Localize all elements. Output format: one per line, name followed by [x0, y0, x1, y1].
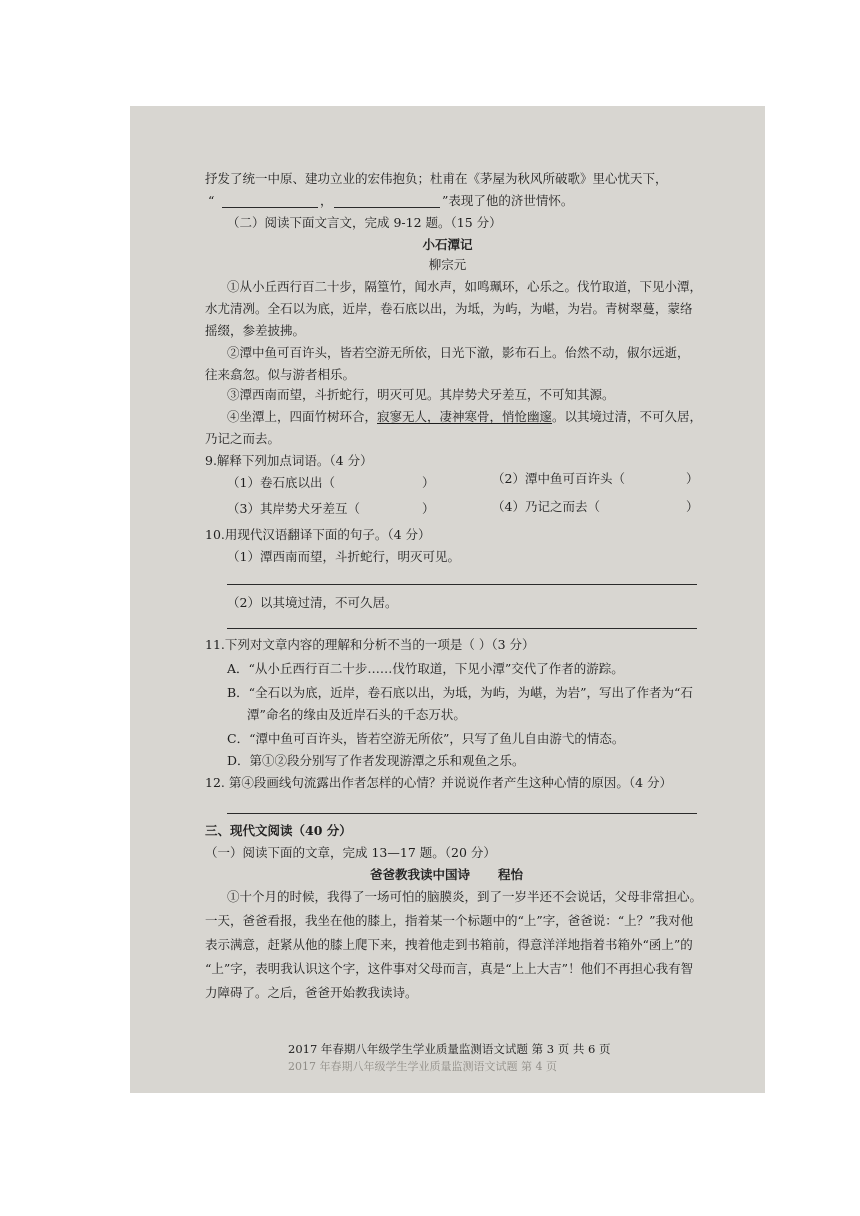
part-3-subheading: （一）阅读下面的文章，完成 13—17 题。（20 分） — [205, 845, 496, 860]
article-paragraph-line-1: ①十个月的时候，我得了一场可怕的脑膜炎，到了一岁半还不会说话，父母非常担心。 — [227, 889, 703, 904]
article-paragraph-line-5: 力障碍了。之后，爸爸开始教我读诗。 — [205, 985, 418, 1000]
q11-option-d: D．第①②段分别写了作者发现游潭之乐和观鱼之乐。 — [227, 753, 525, 768]
q9-item-1: （1）卷石底以出（ — [227, 475, 335, 490]
question-12-stem: 12. 第④段画线句流露出作者怎样的心情？并说说作者产生这种心情的原因。（4 分） — [205, 775, 673, 790]
quote-open: “ — [208, 193, 215, 208]
q9-item-4-close: ） — [686, 499, 699, 514]
paragraph-1-line-1: ①从小丘西行百二十步，隔篁竹，闻水声，如鸣珮环，心乐之。伐竹取道，下见小潭， — [227, 279, 703, 294]
answer-line-q10-2 — [227, 628, 697, 629]
q10-sentence-1: （1）潭西南而望，斗折蛇行，明灭可见。 — [227, 549, 460, 564]
paragraph-3: ③潭西南而望，斗折蛇行，明灭可见。其岸势犬牙差互，不可知其源。 — [227, 387, 615, 402]
question-9-stem: 9.解释下列加点词语。（4 分） — [205, 453, 373, 468]
blank-line-1 — [222, 207, 318, 208]
paragraph-1-line-3: 摇缀，参差披拂。 — [205, 323, 306, 338]
p4-pre: ④坐潭上，四面竹树环合， — [227, 409, 378, 424]
text-title: 小石潭记 — [422, 237, 473, 252]
section-2-heading: （二）阅读下面文言文，完成 9-12 题。（15 分） — [227, 215, 502, 230]
article-paragraph-line-2: 一天，爸爸看报，我坐在他的膝上，指着某一个标题中的“上”字，爸爸说：“上？”我对他 — [205, 913, 694, 928]
page-footer: 2017 年春期八年级学生学业质量监测语文试题 第 3 页 共 6 页 — [288, 1042, 611, 1056]
q9-item-2-close: ） — [686, 471, 699, 486]
exam-page — [130, 106, 765, 1093]
q9-item-3: （3）其岸势犬牙差互（ — [227, 501, 360, 516]
q9-item-2: （2）潭中鱼可百许头（ — [492, 471, 625, 486]
article-paragraph-line-3: 表示满意，赶紧从他的膝上爬下来，拽着他走到书箱前，得意洋洋地指着书箱外“函上”的 — [205, 937, 693, 952]
paragraph-2-line-1: ②潭中鱼可百许头，皆若空游无所依，日光下澈，影布石上。佁然不动，俶尔远逝， — [227, 345, 690, 360]
question-10-stem: 10.用现代汉语翻译下面的句子。（4 分） — [205, 527, 431, 542]
paragraph-4-line-1 — [227, 408, 702, 426]
paragraph-4-line-2: 乃记之而去。 — [205, 431, 281, 446]
q10-sentence-2: （2）以其境过清，不可久居。 — [227, 595, 398, 610]
q11-option-b-line-2: 潭”命名的缘由及近岸石头的千态万状。 — [247, 707, 466, 722]
article-author: 程怡 — [498, 867, 524, 882]
comma: ， — [320, 193, 333, 208]
intro-line-1: 抒发了统一中原、建功立业的宏伟抱负；杜甫在《茅屋为秋风所破歌》里心忧天下， — [205, 171, 668, 186]
q9-item-4: （4）乃记之而去（ — [492, 499, 600, 514]
p4-post: 。以其境过清，不可久居， — [552, 409, 703, 424]
q11-option-c: C．“潭中鱼可百许头，皆若空游无所依”，只写了鱼儿自由游弋的情态。 — [227, 731, 625, 746]
q9-item-1-close: ） — [422, 475, 435, 490]
q9-item-3-close: ） — [422, 501, 435, 516]
part-3-heading: 三、现代文阅读（40 分） — [205, 823, 352, 838]
q11-option-a: A．“从小丘西行百二十步……伐竹取道，下见小潭”交代了作者的游踪。 — [227, 661, 624, 676]
p4-underlined: 寂寥无人，凄神寒骨，悄怆幽邃 — [377, 409, 553, 424]
intro-line-2-tail: ”表现了他的济世情怀。 — [442, 193, 574, 208]
question-11-stem: 11.下列对文章内容的理解和分析不当的一项是（ ）（3 分） — [205, 637, 535, 652]
text-author: 柳宗元 — [428, 257, 467, 272]
paragraph-1-line-2: 水尤清冽。全石以为底，近岸，卷石底以出，为坻，为屿，为嵁，为岩。青树翠蔓，蒙络 — [205, 301, 693, 316]
paragraph-2-line-2: 往来翕忽。似与游者相乐。 — [205, 367, 356, 382]
answer-line-q10-1 — [227, 584, 697, 585]
answer-line-q12 — [227, 813, 697, 814]
article-paragraph-line-4: “上”字，表明我认识这个字，这件事对父母而言，真是“上上大吉”！他们不再担心我有智 — [205, 961, 694, 976]
article-title: 爸爸教我读中国诗 — [370, 867, 471, 882]
bleed-through-text: 2017 年春期八年级学生学业质量监测语文试题 第 4 页 — [288, 1060, 557, 1073]
blank-line-2 — [334, 207, 440, 208]
q11-option-b-line-1: B．“全石以为底，近岸，卷石底以出，为坻，为屿，为嵁，为岩”，写出了作者为“石 — [227, 685, 693, 700]
